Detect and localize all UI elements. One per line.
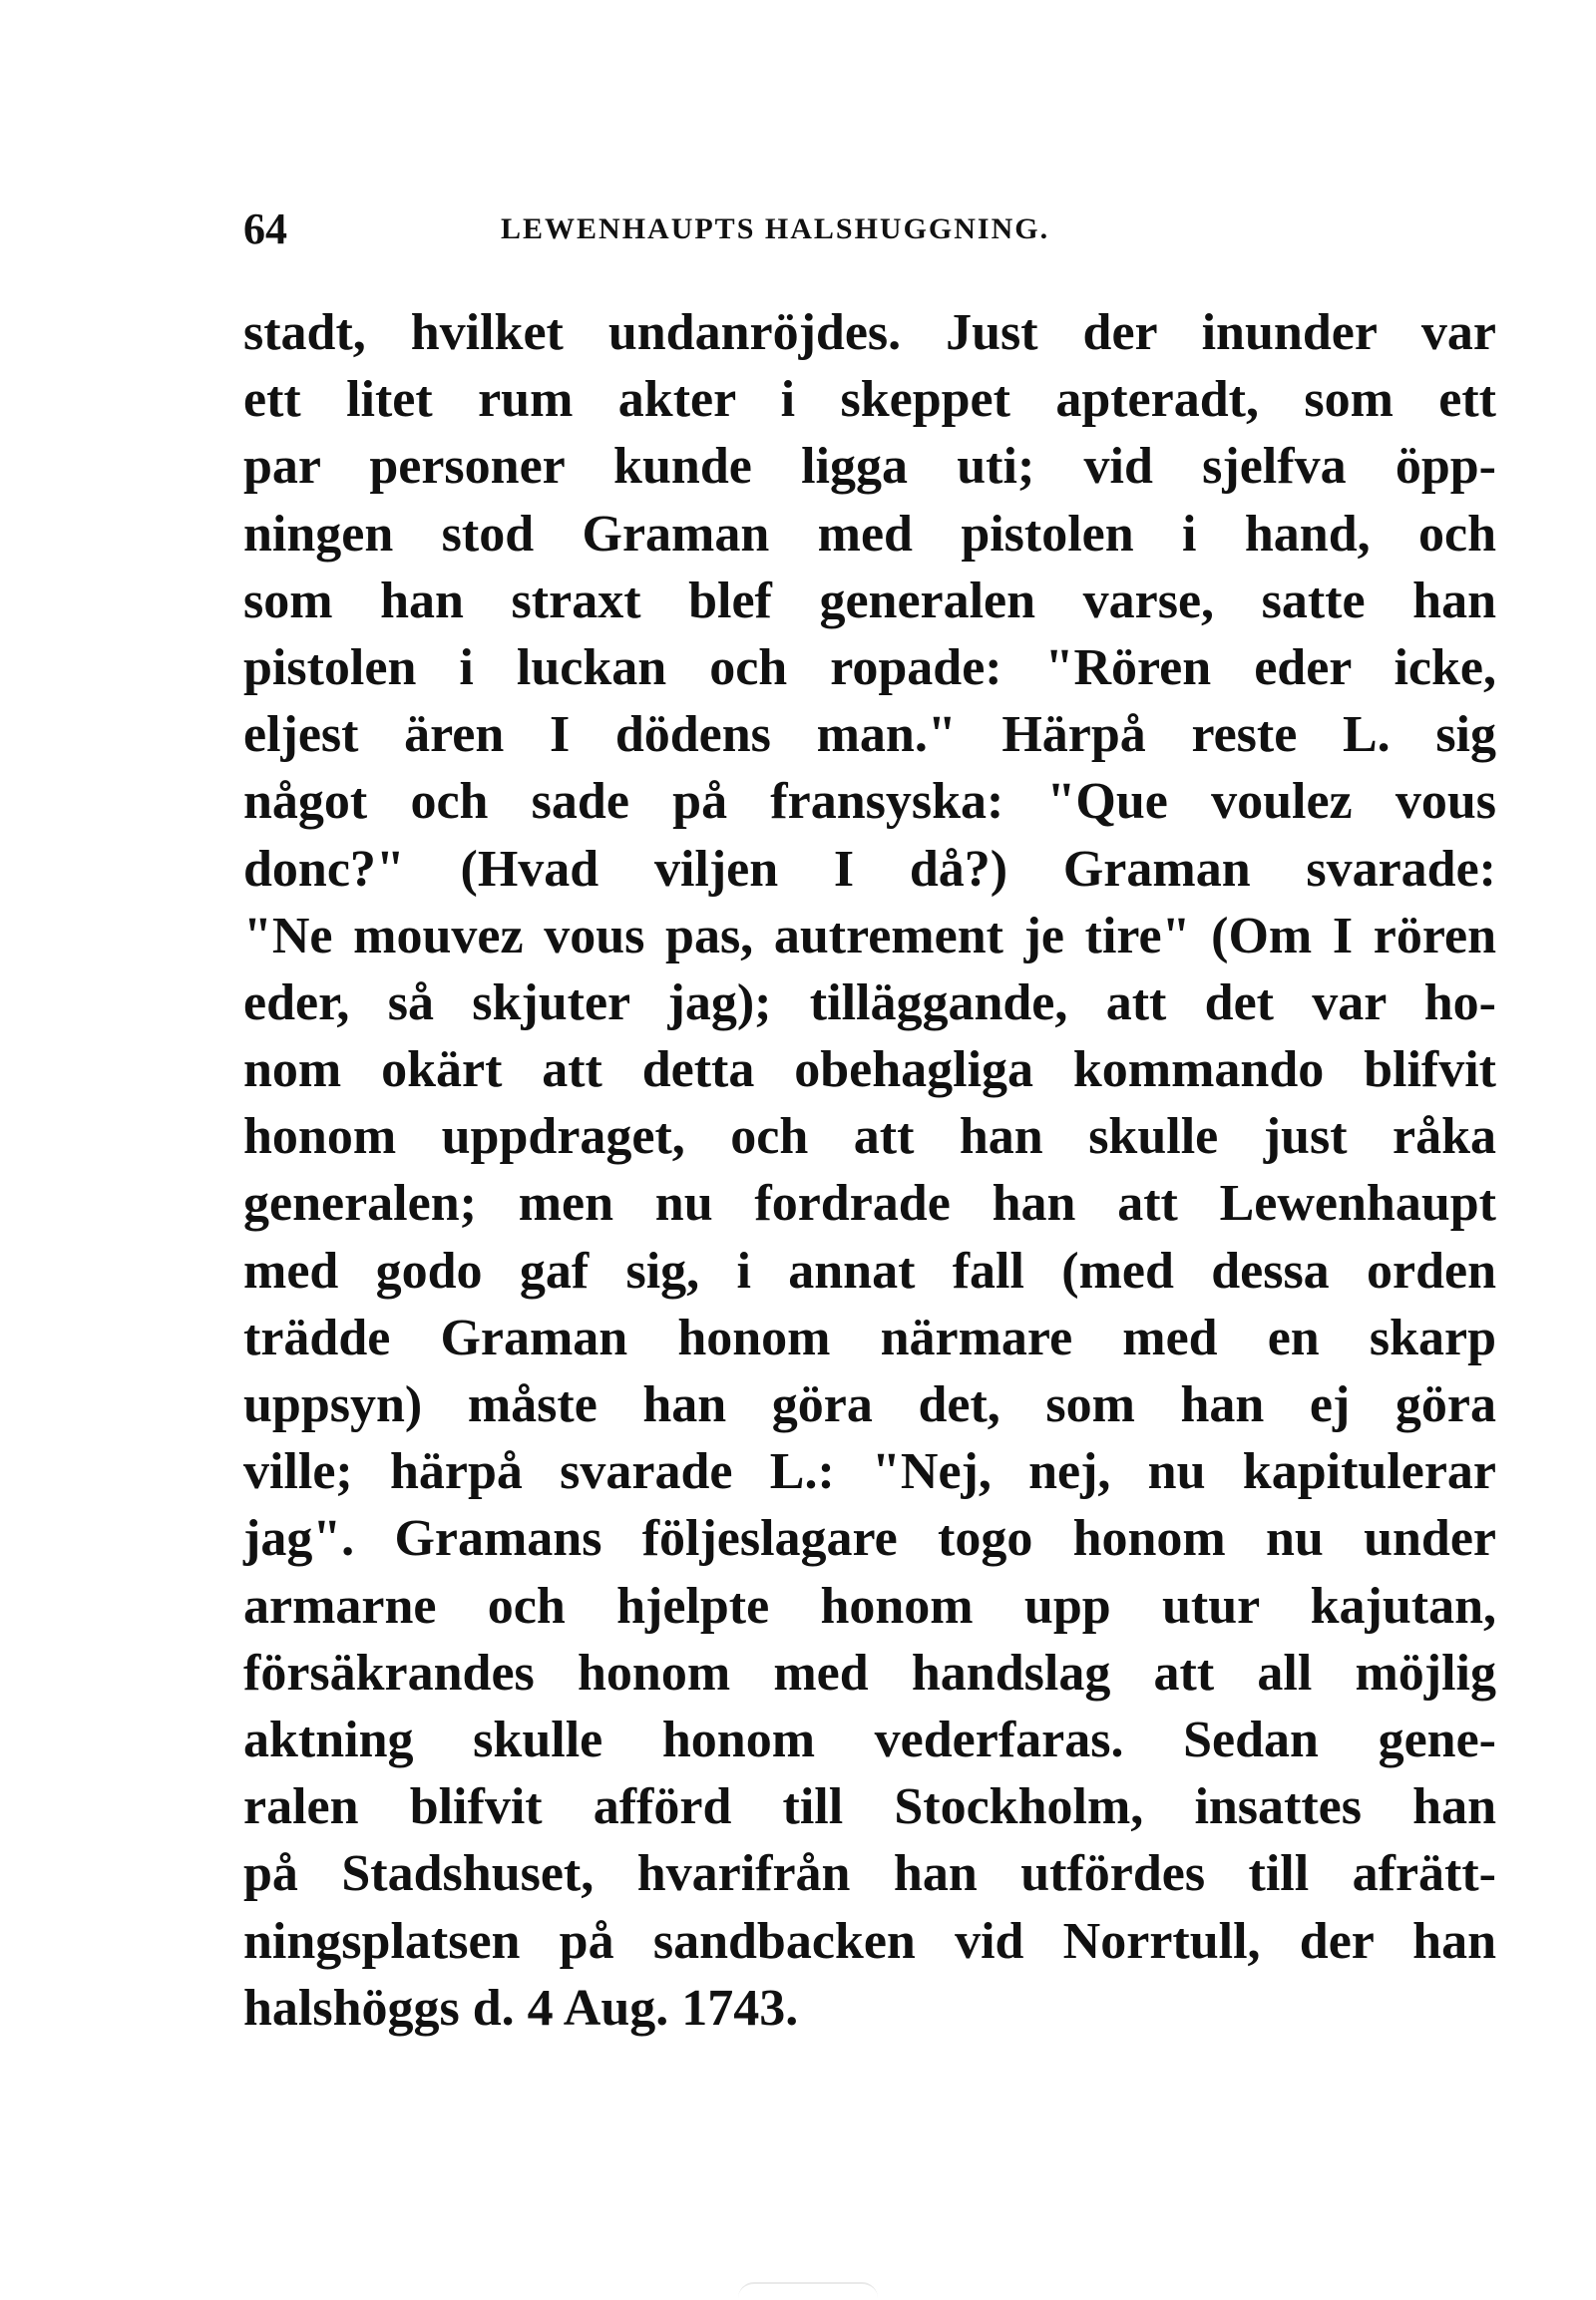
- text-line: med godo gaf sig, i annat fall (med dessa orden: [243, 1242, 1496, 1300]
- text-line: jag". Gramans följeslagare togo honom nu under: [243, 1510, 1496, 1568]
- text-line: eljest ären I dödens man." Härpå reste L. sig: [243, 706, 1496, 764]
- text-line: ningen stod Graman med pistolen i hand, och: [243, 505, 1496, 563]
- text-line: generalen; men nu fordrade han att Lewenhaupt: [243, 1175, 1496, 1233]
- text-line: ett litet rum akter i skeppet apteradt, som ett: [243, 371, 1496, 429]
- body-text: [243, 299, 1496, 2042]
- text-line: på Stadshuset, hvarifrån han utfördes till afrätt-: [243, 1845, 1496, 1903]
- text-line: donc?" (Hvad viljen I då?) Graman svarade:: [243, 840, 1496, 898]
- text-line: ningsplatsen på sandbacken vid Norrtull, der han: [243, 1912, 1496, 1970]
- text-line: uppsyn) måste han göra det, som han ej göra: [243, 1376, 1496, 1433]
- running-head: [243, 199, 1496, 259]
- text-line: "Ne mouvez vous pas, autrement je tire" (Om I rören: [243, 907, 1496, 964]
- text-line: honom uppdraget, och att han skulle just råka: [243, 1108, 1496, 1166]
- text-line: eder, så skjuter jag); tilläggande, att det var ho-: [243, 973, 1496, 1031]
- text-line: ralen blifvit afförd till Stockholm, insattes han: [243, 1778, 1496, 1836]
- text-line: par personer kunde ligga uti; vid sjelfva öpp-: [243, 438, 1496, 496]
- text-line: som han straxt blef generalen varse, satte han: [243, 572, 1496, 629]
- text-line: något och sade på fransyska: "Que voulez vous: [243, 773, 1496, 831]
- text-line: stadt, hvilket undanröjdes. Just der inunder var: [243, 304, 1496, 361]
- text-line: ville; härpå svarade L.: "Nej, nej, nu kapitulerar: [243, 1443, 1496, 1501]
- text-line: nom okärt att detta obehagliga kommando blifvit: [243, 1041, 1496, 1099]
- text-line-last: halshöggs d. 4 Aug. 1743.: [243, 1979, 799, 2037]
- text-line: pistolen i luckan och ropade: "Rören eder icke,: [243, 638, 1496, 696]
- text-line: aktning skulle honom vederfaras. Sedan gene-: [243, 1711, 1496, 1768]
- page-number: 64: [243, 204, 287, 253]
- watermark-mark: [738, 2282, 878, 2298]
- running-title: LEWENHAUPTS HALSHUGGNING.: [501, 212, 1050, 245]
- text-line: trädde Graman honom närmare med en skarp: [243, 1309, 1496, 1366]
- text-line: försäkrandes honom med handslag att all möjlig: [243, 1644, 1496, 1702]
- text-line: armarne och hjelpte honom upp utur kajutan,: [243, 1577, 1496, 1635]
